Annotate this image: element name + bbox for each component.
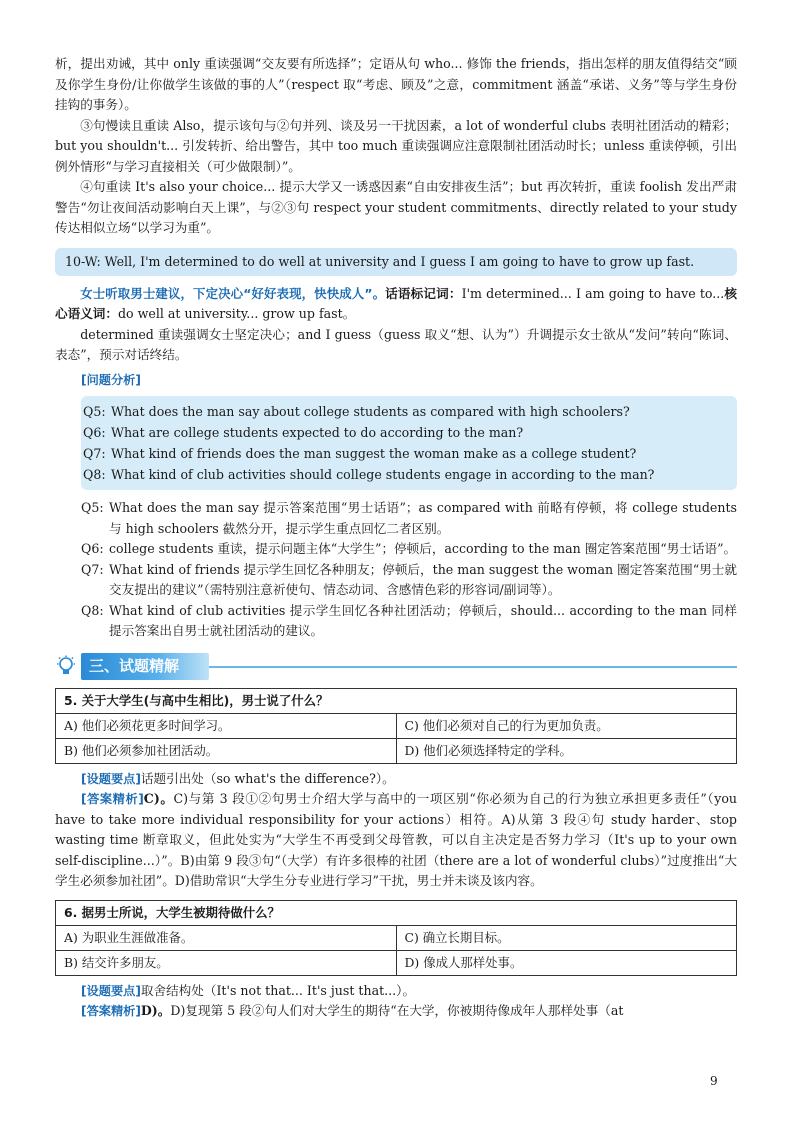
section-divider xyxy=(209,666,737,668)
question-6-table xyxy=(55,900,737,976)
section-header xyxy=(55,652,737,682)
answer-text: C)与第 3 段①②句男士介绍大学与高中的一项区别“你必须为自己的行为独立承担更多责任”（you have to take more individual responsibility for your actions）相符。A)从第 3 段④句 study harder、stop wasting time 断章取义，但此处实为“大学生不再受到父母管教，可以自主决定是否努力学习（It's up to your own self-discipline...）”。B)由第 9 段③句“（大学）有许多很棒的社团（there are a lot of wonderful clubs）”过度推出“大学生必须参加社团”。D)借助常识“大学生分专业进行学习”干扰，男士并未谈及该内容。 xyxy=(55,791,738,888)
note-item xyxy=(81,539,737,560)
option-d: D) 像成人那样处事。 xyxy=(396,950,737,975)
question-text: What kind of club activities should college students engage in according to the man? xyxy=(111,467,655,482)
option-c: C) 他们必须对自己的行为更加负责。 xyxy=(396,713,737,738)
q5-answer-analysis xyxy=(55,789,737,892)
answer-key: C)。 xyxy=(143,791,174,806)
question-item xyxy=(81,443,737,464)
question-notes xyxy=(81,498,737,642)
question-text: What are college students expected to do according to the man? xyxy=(111,425,524,440)
option-a: A) 他们必须花更多时间学习。 xyxy=(56,713,397,738)
marker-text: I'm determined... I am going to have to... xyxy=(461,285,725,301)
question-number: Q6: xyxy=(83,425,106,440)
note-text: What kind of friends 提示学生回忆各种朋友；停顿后，the man suggest the woman 圈定答案范围“男士就交友提出的建议”（需特别注意祈使句、情态动词、含感情色彩的形容词/副词等）。 xyxy=(109,561,737,597)
note-item xyxy=(81,601,737,642)
question-box xyxy=(81,396,737,490)
paragraph-continued: 析，提出劝诫，其中 only 重读强调“交友要有所选择”；定语从句 who... 修饰 the friends，指出怎样的朋友值得结交“顾及你学生身份/让你做学生该做的事的人”（respect 取“考虑、顾及”之意，commitment 涵盖“承诺、义务”等与学生身份挂钩的事务）。 xyxy=(55,56,737,112)
answer-label: [答案精析] xyxy=(81,792,144,806)
question-5-stem: 5. 关于大学生(与高中生相比)，男士说了什么？ xyxy=(56,688,737,713)
question-item xyxy=(81,464,737,485)
note-number: Q5: xyxy=(81,500,104,515)
design-point-label: [设题要点] xyxy=(81,983,141,998)
question-5-table xyxy=(55,688,737,764)
marker-label: 话语标记词： xyxy=(385,285,462,301)
answer-text: D)复现第 5 段②句人们对大学生的期待“在大学，你被期待像成年人那样处事（at xyxy=(170,1003,624,1018)
answer-label: [答案精析] xyxy=(81,1004,141,1018)
note-text: college students 重读，提示问题主体“大学生”；停顿后，according to the man 圈定答案范围“男士话语”。 xyxy=(109,541,737,556)
note-number: Q7: xyxy=(81,561,104,577)
q6-answer-analysis xyxy=(55,1001,737,1022)
note-number: Q6: xyxy=(81,541,104,556)
note-number: Q8: xyxy=(81,602,104,618)
q5-design-point xyxy=(81,769,737,790)
note-text: What kind of club activities 提示学生回忆各种社团活动；停顿后，should... according to the man 同样提示答案出自男士就社团活动的建议。 xyxy=(109,602,737,638)
option-d: D) 他们必须选择特定的学科。 xyxy=(396,738,737,763)
question-text: What kind of friends does the man suggest the woman make as a college student? xyxy=(111,446,637,461)
paragraph-sentence-4: ④句重读 It's also your choice... 提示大学又一诱惑因素“自由安排夜生活”；but 再次转折，重读 foolish 发出严肃警告“勿让夜间活动影响白天上课”，与②③句 respect your student commitments、directly related to your study 传达相似立场“以学习为重”。 xyxy=(55,179,737,235)
analysis-detail: determined 重读强调女士坚定决心；and I guess（guess 取义“想、认为”）升调提示女士欲从“发问”转向“陈词、表态”，预示对话终结。 xyxy=(55,326,737,362)
answer-key: D)。 xyxy=(140,1003,171,1018)
option-b: B) 结交许多朋友。 xyxy=(56,950,397,975)
option-b: B) 他们必须参加社团活动。 xyxy=(56,738,397,763)
design-point-label: [设题要点] xyxy=(81,771,141,786)
note-item xyxy=(81,560,737,601)
dialogue-highlight-bar: 10-W: Well, I'm determined to do well at university and I guess I am going to have to grow up fast. xyxy=(55,248,737,276)
question-number: Q5: xyxy=(83,404,106,419)
page-content xyxy=(55,54,737,1022)
note-item xyxy=(81,498,737,539)
analysis-paragraph xyxy=(55,284,737,325)
design-point-text: 话题引出处（so what's the difference?）。 xyxy=(140,770,395,786)
problem-analysis-label: [问题分析] xyxy=(81,372,141,387)
design-point-text: 取舍结构处（It's not that... It's just that...）。 xyxy=(140,982,416,998)
section-title: 三、试题精解 xyxy=(81,653,209,680)
lightbulb-icon xyxy=(55,655,77,679)
paragraph-sentence-3: ③句慢读且重读 Also，提示该句与②句并列、谈及另一干扰因素，a lot of wonderful clubs 表明社团活动的精彩；but you shouldn't... 引发转折、给出警告，其中 too much 重读强调应注意限制社团活动时长；unless 重读停顿，引出例外情形“与学习直接相关（可少做限制）”。 xyxy=(55,117,737,174)
question-number: Q7: xyxy=(83,446,106,461)
option-c: C) 确立长期目标。 xyxy=(396,925,737,950)
page-number: 9 xyxy=(710,1074,718,1088)
question-item xyxy=(81,422,737,443)
question-6-stem: 6. 据男士所说，大学生被期待做什么？ xyxy=(56,900,737,925)
core-text: do well at university... grow up fast。 xyxy=(117,306,356,321)
question-item xyxy=(81,401,737,422)
option-a: A) 为职业生涯做准备。 xyxy=(56,925,397,950)
core-label: 核心语义词： xyxy=(55,285,737,321)
note-text: What does the man say 提示答案范围“男士话语”；as compared with 前略有停顿，将 college students 与 high schoolers 截然分开，提示学生重点回忆二者区别。 xyxy=(109,500,737,536)
q6-design-point xyxy=(81,981,737,1002)
analysis-lead: 女士听取男士建议，下定决心“好好表现，快快成人”。 xyxy=(80,285,386,301)
question-number: Q8: xyxy=(83,467,106,482)
question-text: What does the man say about college students as compared with high schoolers? xyxy=(111,404,630,419)
